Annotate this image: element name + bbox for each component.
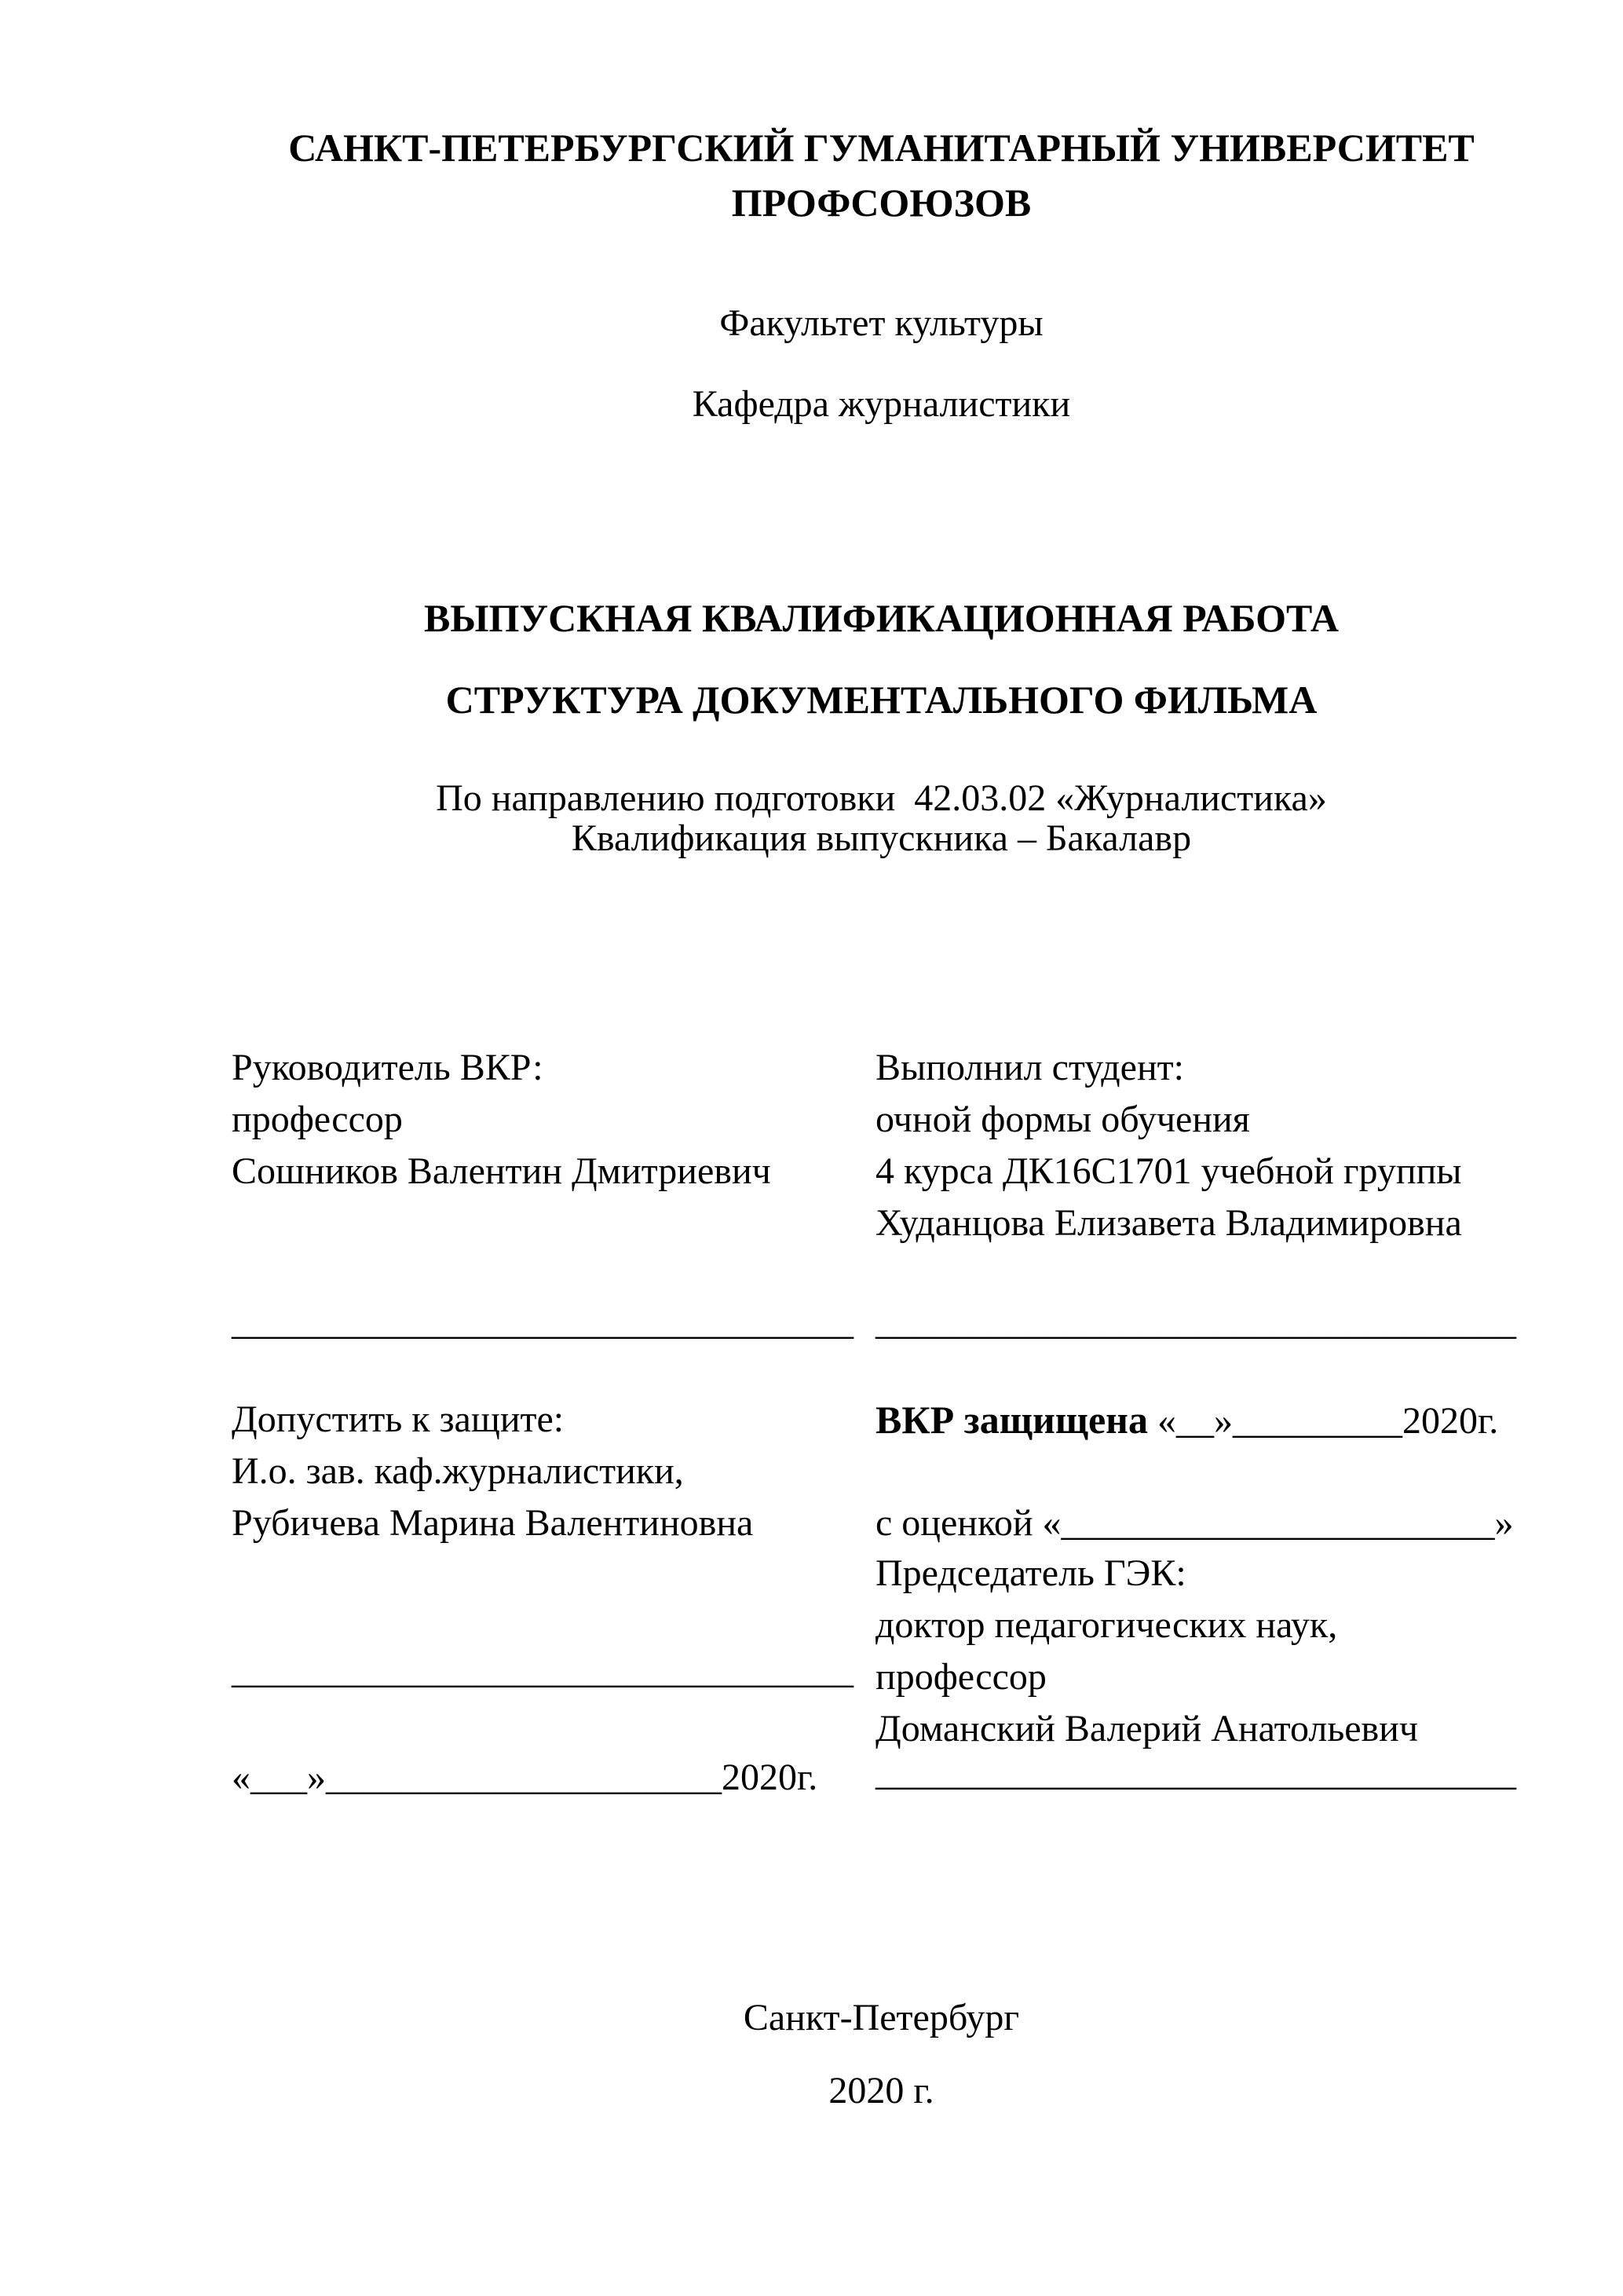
department-line: Кафедра журналистики bbox=[692, 383, 1071, 425]
supervisor-position: профессор bbox=[232, 1099, 403, 1140]
defense-status-line bbox=[875, 1397, 1498, 1444]
student-study-form: очной формы обучения bbox=[875, 1099, 1250, 1140]
student-label: Выполнил студент: bbox=[875, 1047, 1184, 1088]
university-name-line2: ПРОФСОЮЗОВ bbox=[731, 181, 1032, 225]
student-name: Худанцова Елизавета Владимировна bbox=[875, 1202, 1462, 1244]
supervisor-signature-line: _________________________________ bbox=[232, 1301, 854, 1343]
faculty-line: Факультет культуры bbox=[719, 302, 1044, 344]
defense-signature-line: __________________________________ bbox=[875, 1752, 1516, 1793]
program-line: По направлению подготовки 42.03.02 «Журналистика» bbox=[436, 777, 1327, 819]
student-signature-line: __________________________________ bbox=[875, 1301, 1516, 1343]
admission-line1: Допустить к защите: bbox=[232, 1398, 565, 1440]
qualification-line: Квалификация выпускника – Бакалавр bbox=[571, 817, 1192, 859]
work-type-heading: ВЫПУСКНАЯ КВАЛИФИКАЦИОННАЯ РАБОТА bbox=[424, 596, 1339, 640]
admission-line2: И.о. зав. каф.журналистики, bbox=[232, 1450, 684, 1492]
supervisor-name: Сошников Валентин Дмитриевич bbox=[232, 1150, 771, 1192]
work-title-heading: СТРУКТУРА ДОКУМЕНТАЛЬНОГО ФИЛЬМА bbox=[445, 678, 1318, 722]
admission-name: Рубичева Марина Валентиновна bbox=[232, 1502, 754, 1544]
defense-grade-line: с оценкой «_______________________» bbox=[875, 1502, 1514, 1544]
defense-status-rest: «__»_________2020г. bbox=[1147, 1400, 1499, 1442]
admission-signature-line: _________________________________ bbox=[232, 1650, 854, 1691]
university-name-line1: САНКТ-ПЕТЕРБУРГСКИЙ ГУМАНИТАРНЫЙ УНИВЕРСИТЕТ bbox=[288, 126, 1475, 170]
student-group: 4 курса ДК16С1701 учебной группы bbox=[875, 1150, 1462, 1192]
footer-city: Санкт-Петербург bbox=[743, 1997, 1020, 2038]
admission-date-line: «___»_____________________2020г. bbox=[232, 1757, 818, 1798]
defense-chair-name: Доманский Валерий Анатольевич bbox=[875, 1708, 1419, 1749]
footer-year: 2020 г. bbox=[828, 2070, 934, 2111]
defense-chair-degree: доктор педагогических наук, bbox=[875, 1604, 1338, 1646]
defense-chair-label: Председатель ГЭК: bbox=[875, 1552, 1186, 1594]
supervisor-role-label: Руководитель ВКР: bbox=[232, 1047, 543, 1088]
defense-status-bold: ВКР защищена bbox=[875, 1398, 1148, 1442]
defense-chair-position: профессор bbox=[875, 1656, 1047, 1698]
